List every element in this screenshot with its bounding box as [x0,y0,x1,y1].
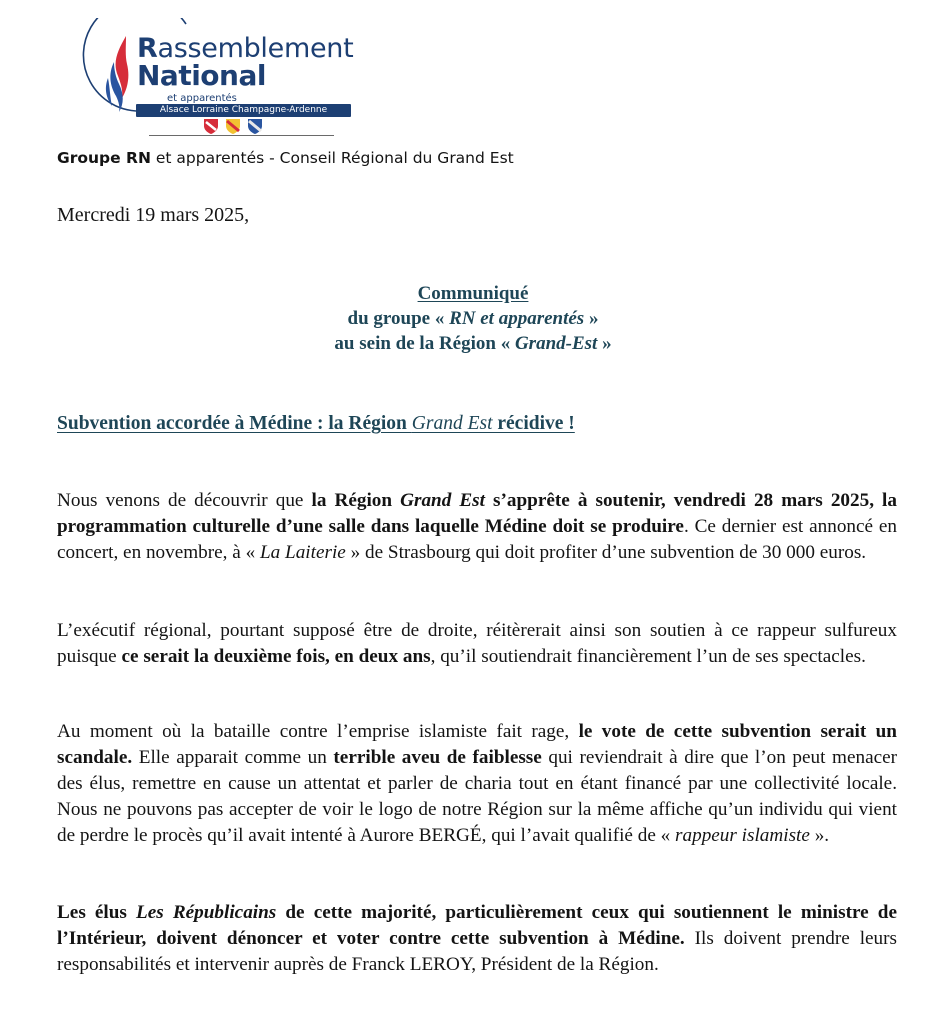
organization-bold: Groupe RN [57,149,151,167]
organization-line [57,149,514,167]
communique-line-region [0,331,946,356]
text-run: , qu’il soutiendrait financièrement l’un de ses spectacles. [430,646,866,667]
text-run: » [584,308,599,329]
communique-line-group [0,306,946,331]
paragraph-1 [57,488,897,566]
text-run-bold-italic: Les Républicains [136,902,277,923]
text-run-italic: La Laiterie [259,542,346,563]
text-run-italic: Grand-Est [514,333,598,354]
rn-logo [74,18,374,140]
champagne-ardenne-shield-icon [248,119,262,134]
text-run-italic: rappeur islamiste [675,825,810,846]
logo-initial: R [137,33,158,64]
text-run: . Ce dernier est annoncé en concert, en novembre, à « [57,516,898,563]
text-run: Les élus [57,902,137,923]
text-run: Elle apparait comme un [132,747,334,768]
text-run-italic: RN et apparentés [449,308,585,329]
text-run: Au moment où la bataille contre l’emprise islamiste fait rage, [57,721,579,742]
text-run: récidive ! [492,413,575,434]
text-run: » de Strasbourg qui doit profiter d’une subvention de 30 000 euros. [345,542,867,563]
text-run: s’apprête à soutenir, vendredi 28 mars 2025, la programmation culturelle d’une salle dans laquelle Médine doit se produire [57,490,897,537]
text-run-bold: terrible aveu de faiblesse [333,747,542,768]
logo-line1-rest: assemblement [157,33,354,64]
text-run: » [597,333,612,354]
communique-heading [0,281,946,356]
subject-heading [57,413,575,435]
text-run: ». [809,825,830,846]
text-run: L’exécutif régional, pourtant supposé être de droite, réitèrerait ainsi son soutien à ce rappeur sulfureux puisque [57,620,897,667]
text-run: Subvention accordée à Médine : la Région [57,413,412,434]
logo-wordmark-line1 [137,35,353,62]
text-run: du groupe « [347,308,450,329]
text-run: au sein de la Région « [334,333,515,354]
logo-region-band: Alsace Lorraine Champagne-Ardenne [136,104,351,117]
logo-subtitle: et apparentés [167,93,237,104]
lorraine-shield-icon [226,119,240,134]
organization-rest: et apparentés - Conseil Régional du Grand Est [150,149,514,167]
text-run-bold-italic: Grand Est [400,490,485,511]
document-date: Mercredi 19 mars 2025, [57,204,250,226]
paragraph-3 [57,719,897,849]
paragraph-4 [57,900,897,978]
communique-title: Communiqué [417,283,529,304]
text-run: la Région [311,490,401,511]
text-run: Nous venons de découvrir que [57,490,312,511]
text-run: qui reviendrait à dire que l’on peut menacer des élus, remettre en cause un attentat et parler de charia tout en étant financé par une collectivité locale. Nous ne pouvons pas accepter de voir le logo de notre Région sur la même affiche qu’un individu qui vient de perdre le procès qu’il avait intenté à Aurore BERGÉ, qui l’avait qualifié de « [57,747,898,846]
logo-wordmark-line2: National [137,59,266,92]
alsace-shield-icon [204,119,218,134]
text-run-bold: le vote de cette subvention serait un scandale. [57,721,897,768]
logo-divider [149,135,334,136]
text-run-bold: ce serait la deuxième fois, en deux ans [121,646,431,667]
paragraph-2 [57,618,897,670]
text-run: Ils doivent prendre leurs responsabilités et intervenir auprès de Franck LEROY, Président de la Région. [57,928,897,975]
text-run: de cette majorité, particulièrement ceux qui soutiennent le ministre de l’Intérieur, doivent dénoncer et voter contre cette subvention à Médine. [57,902,897,949]
text-run-italic: Grand Est [411,413,493,434]
